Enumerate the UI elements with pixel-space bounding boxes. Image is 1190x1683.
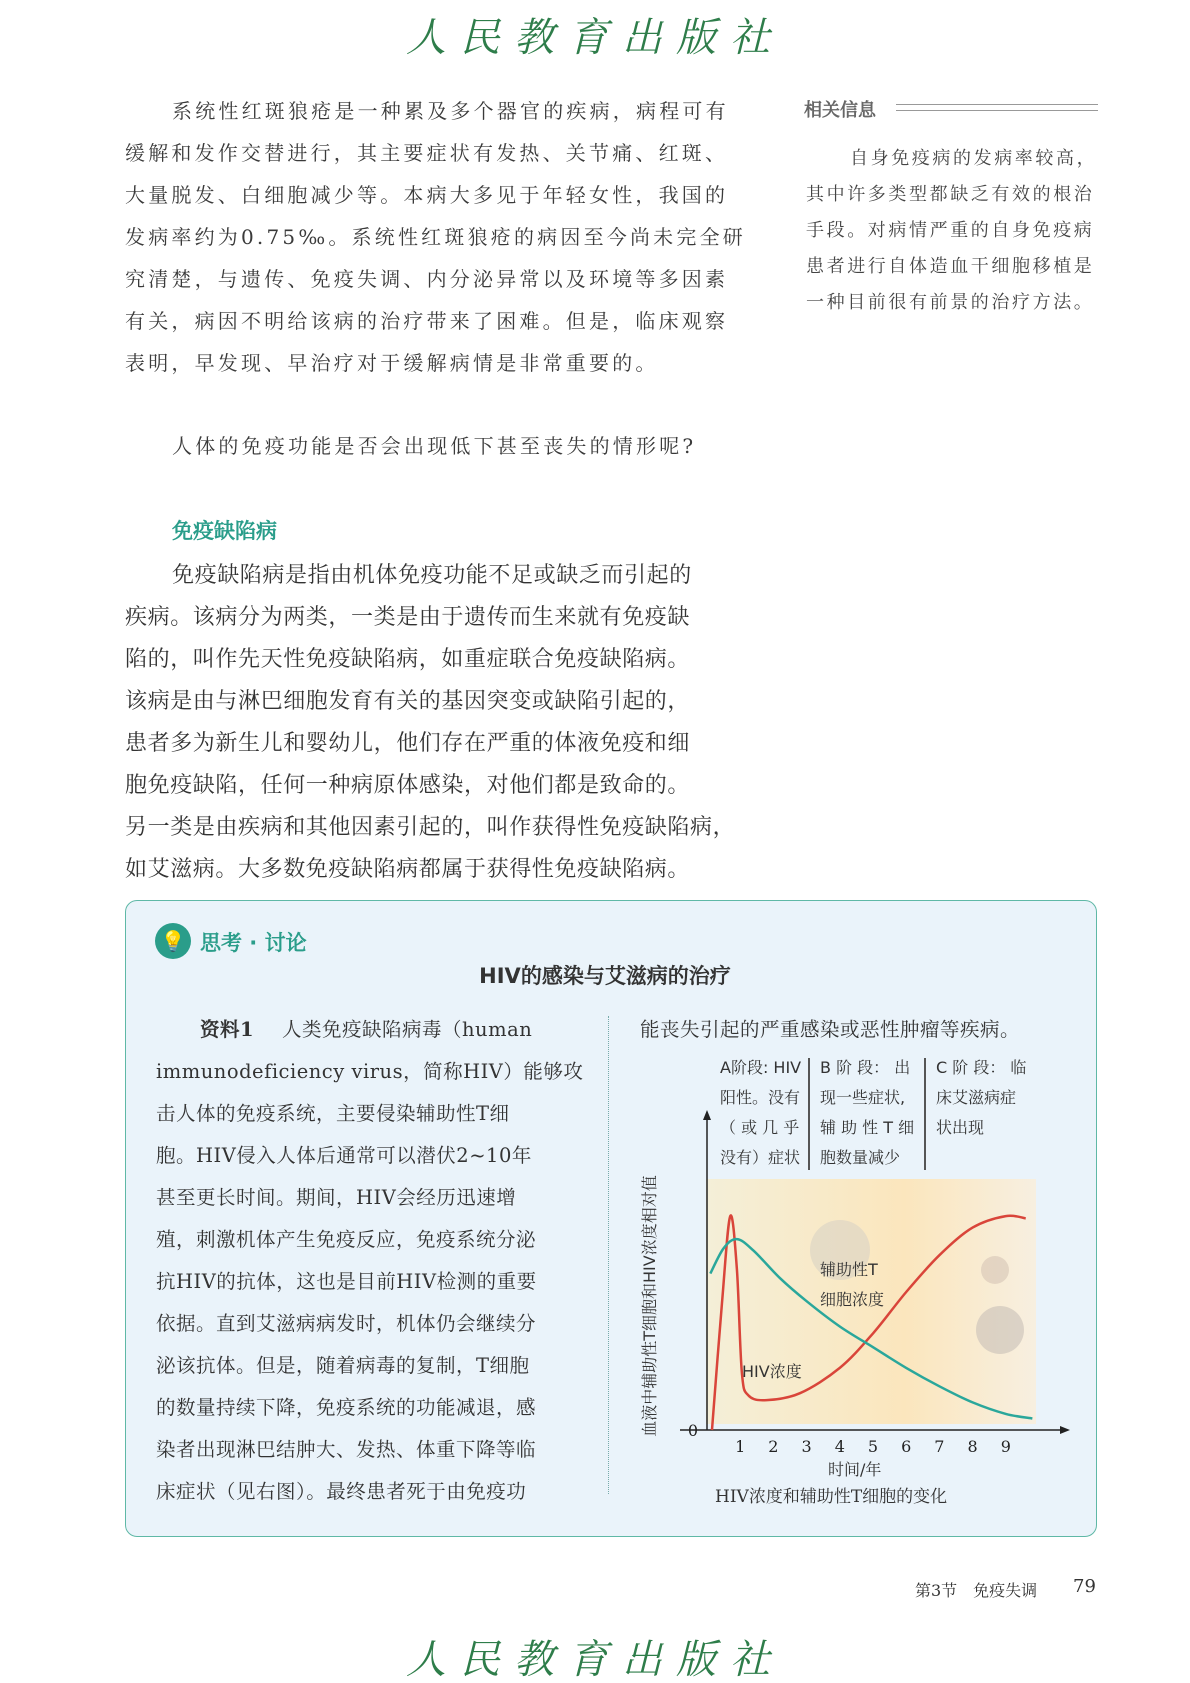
x-tick-label: 2: [768, 1437, 779, 1456]
sidebar-title: 相关信息: [804, 100, 876, 121]
virus-illustration: [981, 1256, 1009, 1284]
x-tick-label: 5: [867, 1437, 879, 1456]
paragraph-line: 疾病。该病分为两类，一类是由于遗传而生来就有免疫缺: [125, 605, 691, 630]
material-line: 殖，刺激机体产生免疫反应，免疫系统分泌: [156, 1228, 537, 1251]
stage-line: 状出现: [936, 1118, 985, 1137]
material-line: 泌该抗体。但是，随着病毒的复制，T细胞: [156, 1354, 530, 1377]
x-tick-label: 6: [901, 1437, 912, 1456]
paragraph-line: 胞免疫缺陷，任何一种病原体感染，对他们都是致命的。: [125, 773, 691, 798]
paragraph-line: 有关，病因不明给该病的治疗带来了困难。但是，临床观察: [125, 309, 729, 333]
material-line: 抗HIV的抗体，这也是目前HIV检测的重要: [156, 1270, 537, 1293]
stage-line: A阶段: HIV: [720, 1058, 802, 1077]
material-label: 资料1: [200, 1018, 255, 1041]
paragraph-line: 该病是由与淋巴细胞发育有关的基因突变或缺陷引起的，: [125, 689, 691, 714]
page-number: 79: [1073, 1576, 1096, 1597]
paragraph-line: 陷的，叫作先天性免疫缺陷病，如重症联合免疫缺陷病。: [125, 647, 691, 672]
paragraph-line: 发病率约为0.75‰。系统性红斑狼疮的病因至今尚未完全研: [125, 225, 746, 249]
x-axis-arrow: [1060, 1426, 1070, 1434]
x-tick-label: 7: [934, 1437, 945, 1456]
material-line: 床症状（见右图）。最终患者死于由免疫功: [156, 1480, 527, 1503]
sidebar-line: 一种目前很有前景的治疗方法。: [806, 292, 1095, 313]
paragraph-line: 缓解和发作交替进行，其主要症状有发热、关节痛、红斑、: [125, 141, 729, 165]
material-line: 甚至更长时间。期间，HIV会经历迅速增: [156, 1186, 517, 1209]
publisher-logo-top: 人民教育出版社: [406, 15, 784, 61]
sidebar-line: 手段。对病情严重的自身免疫病: [806, 220, 1095, 241]
sidebar-line: 自身免疫病的发病率较高，: [850, 148, 1098, 169]
material-line: 依据。直到艾滋病病发时，机体仍会继续分: [156, 1312, 537, 1335]
tcell-curve-label: [820, 1255, 884, 1315]
material-line: 胞。HIV侵入人体后通常可以潜伏2~10年: [156, 1144, 532, 1167]
stage-c-description: [936, 1053, 1026, 1143]
sidebar-line: 其中许多类型都缺乏有效的根治: [806, 184, 1095, 205]
tcell-label-line: 辅助性T: [820, 1260, 878, 1279]
paragraph-line: 表明，早发现、早治疗对于缓解病情是非常重要的。: [125, 351, 659, 375]
material-line: 的数量持续下降，免疫系统的功能减退，感: [156, 1396, 537, 1419]
footer-section: 第3节 免疫失调: [915, 1581, 1038, 1600]
y-axis-label: [635, 1175, 665, 1437]
chart-caption: HIV浓度和辅助性T细胞的变化: [715, 1487, 948, 1507]
paragraph-line: 究清楚，与遗传、免疫失调、内分泌异常以及环境等多因素: [125, 267, 729, 291]
hiv-curve-label: HIV浓度: [742, 1362, 802, 1381]
stage-line: 阳性。没有: [720, 1088, 801, 1107]
paragraph-line: 另一类是由疾病和其他因素引起的，叫作获得性免疫缺陷病，: [125, 815, 736, 840]
material-line: immunodeficiency virus，简称HIV）能够攻: [156, 1060, 584, 1083]
tcell-label-line: 细胞浓度: [820, 1290, 885, 1309]
y-axis-label-text: 血液中辅助性T细胞和HIV浓度相对值: [640, 1175, 659, 1437]
y-axis-arrow: [703, 1110, 711, 1120]
stage-line: 床艾滋病症: [936, 1088, 1017, 1107]
x-tick-label: 4: [834, 1437, 845, 1456]
x-tick-label: 8: [967, 1437, 978, 1456]
paragraph-line: 免疫缺陷病是指由机体免疫功能不足或缺乏而引起的: [172, 563, 692, 588]
stage-line: 没有）症状: [720, 1148, 801, 1167]
x-tick-label: 0: [687, 1421, 699, 1440]
paragraph-line: 系统性红斑狼疮是一种累及多个器官的疾病，病程可有: [172, 99, 729, 123]
paragraph-line: 大量脱发、白细胞减少等。本病大多见于年轻女性，我国的: [125, 183, 729, 207]
publisher-logo-bottom: 人民教育出版社: [406, 1637, 784, 1683]
x-tick-label: 1: [735, 1437, 746, 1456]
x-tick-label: 9: [1000, 1437, 1011, 1456]
material-line: 人类免疫缺陷病毒（human: [282, 1018, 533, 1041]
right-column-text: 能丧失引起的严重感染或恶性肿瘤等疾病。: [640, 1018, 1021, 1041]
stage-line: （ 或 几 乎: [720, 1118, 800, 1137]
paragraph-line: 患者多为新生儿和婴幼儿，他们存在严重的体液免疫和细: [125, 731, 691, 756]
lightbulb-head-icon: 💡: [155, 923, 191, 959]
stage-line: C 阶 段： 临: [936, 1058, 1027, 1077]
stage-line: 胞数量减少: [820, 1148, 901, 1167]
virus-illustration: [976, 1306, 1024, 1354]
stage-b-description: [820, 1053, 914, 1173]
x-tick-label: 3: [801, 1437, 812, 1456]
stage-a-description: [720, 1053, 801, 1173]
box-title: HIV的感染与艾滋病的治疗: [479, 964, 731, 988]
sidebar-rule: [896, 104, 1098, 111]
stage-divider: [924, 1058, 926, 1170]
paragraph-line: 如艾滋病。大多数免疫缺陷病都属于获得性免疫缺陷病。: [125, 857, 691, 882]
sidebar-line: 患者进行自体造血干细胞移植是: [806, 256, 1095, 277]
question-text: 人体的免疫功能是否会出现低下甚至丧失的情形呢?: [172, 434, 697, 458]
material-line: 击人体的免疫系统，主要侵染辅助性T细: [156, 1102, 510, 1125]
stage-divider: [808, 1058, 810, 1170]
section-heading: 免疫缺陷病: [172, 519, 277, 543]
x-axis-label: 时间/年: [828, 1460, 882, 1479]
stage-line: 辅 助 性 T 细: [820, 1118, 915, 1137]
stage-line: 现一些症状,: [820, 1088, 906, 1107]
stage-line: B 阶 段： 出: [820, 1058, 911, 1077]
box-label: 思考 · 讨论: [200, 931, 307, 955]
material-line: 染者出现淋巴结肿大、发热、体重下降等临: [156, 1438, 537, 1461]
